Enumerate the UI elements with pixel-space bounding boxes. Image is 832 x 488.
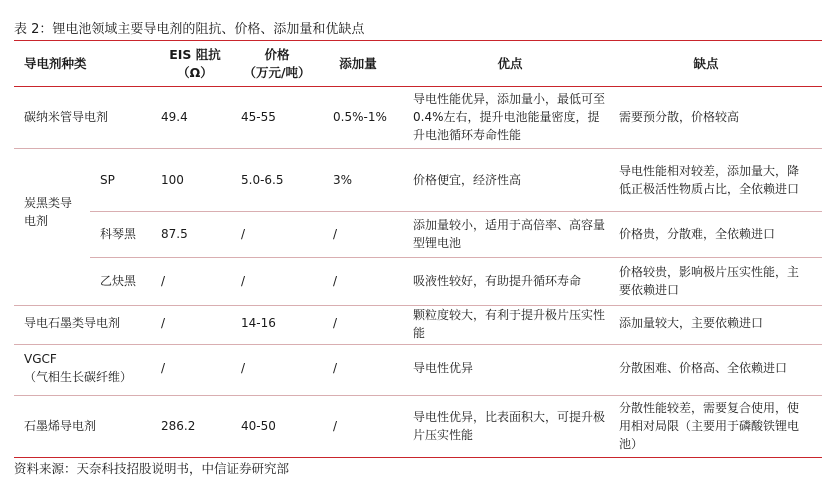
acetylene-eis: /	[161, 274, 166, 288]
ketjen-cons: 价格贵，分散难，全依赖进口	[619, 227, 776, 241]
acetylene-name: 乙炔黑	[100, 274, 137, 288]
header-price	[232, 44, 322, 84]
cnt-price: 45-55	[241, 110, 276, 124]
sp-name: SP	[100, 173, 115, 187]
header-price-line1: 价格	[264, 47, 290, 62]
graphene-dosage: /	[333, 419, 338, 433]
ketjen-name: 科琴黑	[100, 227, 137, 241]
graphite-eis: /	[161, 316, 166, 330]
table-caption: 表 2：锂电池领域主要导电剂的阻抗、价格、添加量和优缺点	[14, 22, 365, 37]
graphite-cons: 添加量较大，主要依赖进口	[619, 316, 764, 330]
graphene-price: 40-50	[241, 419, 276, 433]
top-rule	[14, 40, 822, 41]
header-eis-line1: EIS 阻抗	[169, 47, 221, 62]
ketjen-eis: 87.5	[161, 227, 188, 241]
graphite-price: 14-16	[241, 316, 276, 330]
vgcf-name-line1: VGCF	[24, 352, 57, 366]
carbon-black-group-name: 炭黑类导电剂	[24, 196, 73, 228]
header-eis-line2: （Ω）	[177, 65, 213, 80]
header-price-line2: （万元/吨）	[243, 65, 311, 80]
vgcf-dosage: /	[333, 361, 338, 375]
acetylene-price: /	[241, 274, 246, 288]
cnt-dosage: 0.5%-1%	[333, 110, 387, 124]
sp-dosage: 3%	[333, 173, 353, 187]
header-rule	[14, 86, 822, 87]
vgcf-name	[24, 345, 164, 391]
ketjen-price: /	[241, 227, 246, 241]
sp-cons: 导电性能相对较差，添加量大，降低正极活性物质占比，全依赖进口	[619, 164, 800, 196]
ketjen-pros: 添加量较小，适用于高倍率、高容量型锂电池	[413, 218, 606, 250]
graphene-cons: 分散性能较差，需要复合使用，使用相对局限（主要用于磷酸铁锂电池）	[619, 401, 800, 451]
sp-price: 5.0-6.5	[241, 173, 284, 187]
cnt-name: 碳纳米管导电剂	[24, 110, 109, 124]
vgcf-cons: 分散困难、价格高、全依赖进口	[619, 361, 788, 375]
vgcf-eis: /	[161, 361, 166, 375]
graphene-pros: 导电性优异，比表面积大，可提升极片压实性能	[413, 410, 606, 442]
header-eis	[150, 44, 240, 84]
vgcf-name-line2: （气相生长碳纤维）	[24, 370, 133, 384]
graphite-name: 导电石墨类导电剂	[24, 316, 121, 330]
acetylene-pros: 吸液性较好，有助提升循环寿命	[413, 274, 582, 288]
header-cons: 缺点	[693, 56, 719, 71]
vgcf-price: /	[241, 361, 246, 375]
ketjen-dosage: /	[333, 227, 338, 241]
header-pros: 优点	[497, 56, 523, 71]
source-note: 资料来源：天奈科技招股说明书，中信证券研究部	[14, 461, 290, 476]
graphite-dosage: /	[333, 316, 338, 330]
row-divider	[14, 148, 822, 149]
header-type: 导电剂种类	[24, 56, 87, 71]
vgcf-pros: 导电性优异	[413, 361, 474, 375]
bottom-rule	[14, 457, 822, 458]
sp-pros: 价格便宜，经济性高	[413, 173, 522, 187]
header-dosage: 添加量	[339, 56, 377, 71]
cnt-eis: 49.4	[161, 110, 188, 124]
acetylene-dosage: /	[333, 274, 338, 288]
cnt-pros: 导电性能优异，添加量小，最低可至 0.4%左右，提升电池能量密度，提升电池循环寿命性能	[413, 92, 606, 142]
cnt-cons: 需要预分散，价格较高	[619, 110, 740, 124]
sp-eis: 100	[161, 173, 184, 187]
graphite-pros: 颗粒度较大，有利于提升极片压实性能	[413, 308, 606, 340]
graphene-name: 石墨烯导电剂	[24, 419, 97, 433]
graphene-eis: 286.2	[161, 419, 196, 433]
acetylene-cons: 价格较贵，影响极片压实性能，主要依赖进口	[619, 265, 800, 297]
